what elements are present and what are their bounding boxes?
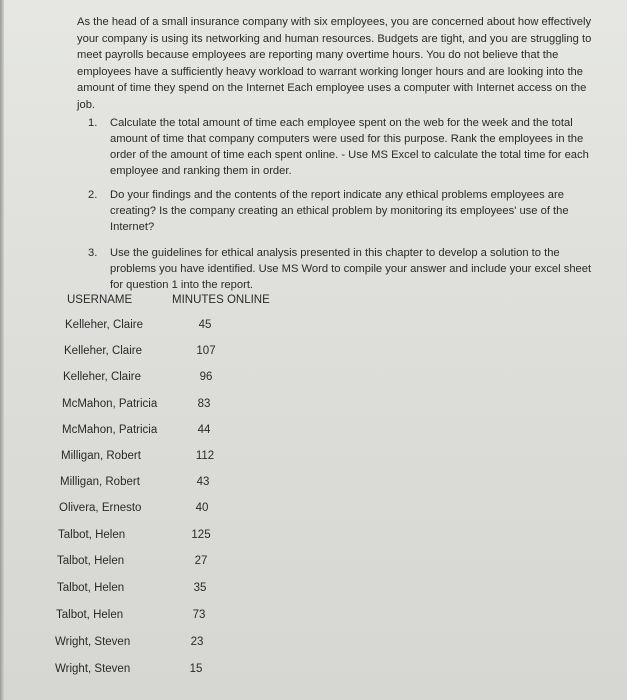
- username-cell: Talbot, Helen: [58, 529, 126, 541]
- minutes-cell: 125: [191, 529, 211, 541]
- table-row: [0, 398, 300, 414]
- username-cell: Kelleher, Claire: [64, 345, 142, 357]
- question-text: Calculate the total amount of time each employee spent on the web for the week and the total amount of time that company computers were used for this purpose. Rank the employees in the order of the amount of time each spent online. - Use MS Excel to calculate the total time for each employee and ranking them in order.: [110, 117, 589, 177]
- username-cell: Kelleher, Claire: [65, 319, 143, 331]
- minutes-cell: 112: [195, 450, 215, 462]
- question-item: [88, 115, 593, 179]
- minutes-cell: 35: [193, 582, 207, 594]
- minutes-cell: 43: [196, 476, 210, 488]
- table-row: [0, 319, 300, 335]
- minutes-cell: 23: [190, 636, 204, 648]
- minutes-cell: 96: [199, 371, 213, 383]
- username-cell: Kelleher, Claire: [63, 371, 141, 383]
- minutes-cell: 27: [194, 555, 208, 567]
- table-row: [0, 371, 300, 387]
- table-row: [0, 529, 300, 545]
- question-text: Do your findings and the contents of the report indicate any ethical problems employees are creating? Is the company creating an ethical problem by monitoring its employees' use of the Internet?: [110, 189, 569, 233]
- minutes-cell: 45: [198, 319, 212, 331]
- table-row: [0, 636, 300, 652]
- username-cell: McMahon, Patricia: [62, 424, 158, 436]
- table-row: [0, 582, 300, 598]
- question-text: Use the guidelines for ethical analysis presented in this chapter to develop a solution to the problems you have identified. Use MS Word to compile your answer and include your excel sheet for question 1 into the report.: [110, 247, 592, 291]
- table-row: [0, 609, 300, 625]
- question-item: [88, 187, 593, 235]
- minutes-cell: 83: [197, 398, 211, 410]
- username-header: USERNAME: [67, 294, 133, 306]
- table-row: [0, 450, 300, 466]
- minutes-cell: 73: [192, 609, 206, 621]
- table-row: [0, 663, 300, 679]
- question-number: 2.: [88, 189, 98, 201]
- minutes-cell: 107: [196, 345, 216, 357]
- username-cell: McMahon, Patricia: [62, 398, 158, 410]
- table-row: [0, 476, 300, 492]
- minutes-header: MINUTES ONLINE: [172, 294, 270, 306]
- username-cell: Talbot, Helen: [57, 555, 125, 567]
- table-row: [0, 502, 300, 518]
- table-row: [0, 345, 300, 361]
- table-row: [0, 555, 300, 571]
- username-cell: Milligan, Robert: [60, 476, 140, 488]
- minutes-cell: 44: [197, 424, 211, 436]
- question-number: 1.: [88, 117, 98, 129]
- minutes-cell: 15: [189, 663, 203, 675]
- question-number: 3.: [88, 247, 98, 259]
- intro-paragraph: As the head of a small insurance company with six employees, you are concerned about how effectively your company is using its networking and human resources. Budgets are tight, and you are struggling to meet payrolls because employees are reporting many overtime hours. You do not believe that the employees have a sufficiently heavy workload to warrant working longer hours and are looking into the amount of time they spend on the Internet Each employee uses a computer with Internet access on the job.: [77, 16, 592, 111]
- username-cell: Talbot, Helen: [56, 609, 124, 621]
- username-cell: Olivera, Ernesto: [59, 502, 142, 514]
- username-cell: Wright, Steven: [55, 636, 131, 648]
- table-row: [0, 424, 300, 440]
- username-cell: Talbot, Helen: [57, 582, 125, 594]
- question-list: [88, 115, 593, 293]
- question-item: [88, 245, 593, 293]
- username-cell: Wright, Steven: [55, 663, 131, 675]
- minutes-cell: 40: [195, 502, 209, 514]
- username-cell: Milligan, Robert: [61, 450, 141, 462]
